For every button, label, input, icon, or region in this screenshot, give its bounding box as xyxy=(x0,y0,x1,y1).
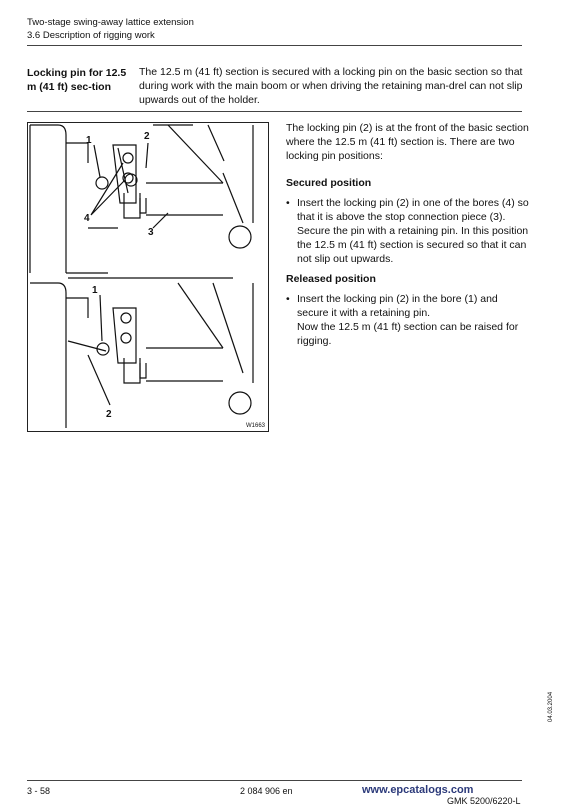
bottom-connection-block xyxy=(124,358,140,383)
top-bore-1 xyxy=(96,177,108,189)
top-round-tube xyxy=(229,226,251,248)
released-text-2: Now the 12.5 m (41 ft) section can be raised for rigging. xyxy=(297,321,519,347)
figure-drawing xyxy=(28,123,268,431)
fig-label-3-top: 3 xyxy=(148,227,154,238)
bottom-bolt xyxy=(140,363,146,378)
fig-label-2-bottom: 2 xyxy=(106,409,112,420)
leader-1-bottom xyxy=(100,295,102,341)
fig-label-2-top: 2 xyxy=(144,131,150,142)
secured-heading: Secured position xyxy=(286,177,372,189)
footer-rule xyxy=(27,780,522,781)
leader-4-top xyxy=(91,163,124,215)
top-connection-block xyxy=(124,193,140,218)
fig-label-4-top: 4 xyxy=(84,213,90,224)
section-intro: The 12.5 m (41 ft) section is secured with a locking pin on the basic section so that during work with the main boom or when driving the retaining man-drel can not slip upwards out of the holder. xyxy=(139,66,523,106)
bottom-locking-pin xyxy=(68,341,106,351)
locking-pin-figure xyxy=(27,122,269,432)
vertical-date: 04.03.2004 xyxy=(548,691,554,722)
footer-model: GMK 5200/6220-L xyxy=(447,796,521,806)
top-bracket xyxy=(66,143,88,163)
secured-item xyxy=(286,196,531,266)
figure-code: W1663 xyxy=(246,423,266,429)
fig-label-1-top: 1 xyxy=(86,135,92,146)
footer-page: 3 - 58 xyxy=(27,786,51,796)
section-side-heading: Locking pin for 12.5 m (41 ft) sec-tion xyxy=(27,67,127,93)
top-diagonal-2 xyxy=(208,125,224,161)
bottom-holder-plate xyxy=(113,308,136,363)
top-tube xyxy=(146,183,223,215)
released-bullet: • xyxy=(286,293,290,305)
bottom-bore-4 xyxy=(121,333,131,343)
top-pin-head xyxy=(125,174,137,186)
fig-label-1-bottom: 1 xyxy=(92,285,98,296)
bottom-tube xyxy=(146,348,223,381)
released-item xyxy=(286,292,531,348)
bottom-bracket xyxy=(66,298,88,318)
header-subtitle: 3.6 Description of rigging work xyxy=(27,30,155,41)
header-rule xyxy=(27,45,522,46)
bottom-arm xyxy=(213,283,243,373)
released-heading: Released position xyxy=(286,273,376,285)
bottom-frame-edge xyxy=(30,283,66,428)
top-bore-4a xyxy=(123,153,133,163)
description-text: The locking pin (2) is at the front of the basic section where the 12.5 m (41 ft) section is. There are two locking pin positions: xyxy=(286,122,529,162)
top-diagonal-1 xyxy=(168,125,223,183)
leader-1-top xyxy=(94,145,100,177)
footer-watermark: www.epcatalogs.com xyxy=(362,784,474,796)
bottom-round-tube xyxy=(229,392,251,414)
secured-bullet: • xyxy=(286,197,290,209)
secured-text: Insert the locking pin (2) in one of the bores (4) so that it is above the stop connection piece (3). Secure the pin with a retaining pin. In this position the 12.5 m (41 ft) section is secured so that it can not slip out upwards. xyxy=(297,197,529,265)
footer-doc-number: 2 084 906 en xyxy=(240,786,293,796)
leader-2-bottom xyxy=(88,355,110,405)
bottom-bore-1 xyxy=(121,313,131,323)
top-frame-edge xyxy=(30,125,66,273)
header-title: Two-stage swing-away lattice extension xyxy=(27,17,194,28)
leader-2-top xyxy=(146,143,148,168)
top-arm xyxy=(223,173,243,223)
top-bolt xyxy=(140,198,146,213)
section-rule xyxy=(27,111,522,112)
released-text-1: Insert the locking pin (2) in the bore (1) and secure it with a retaining pin. xyxy=(297,293,498,319)
